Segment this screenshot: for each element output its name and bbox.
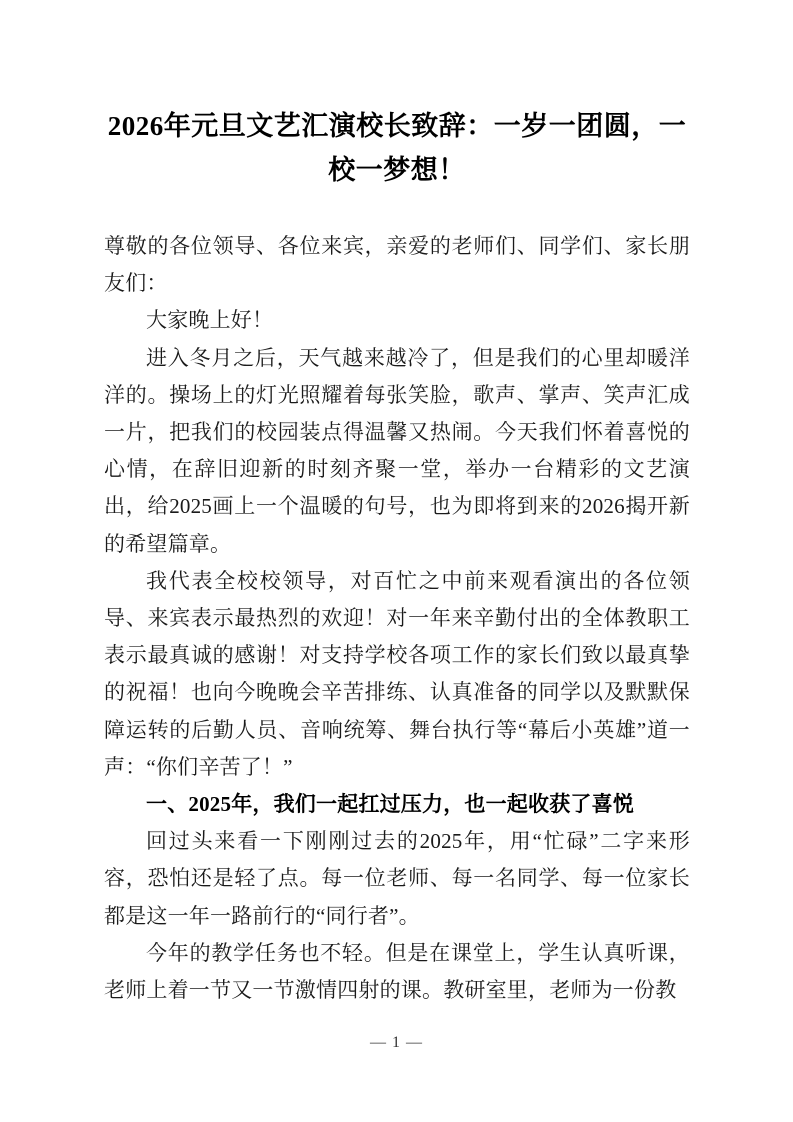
page-title-line-1: 2026年元旦文艺汇演校长致辞：一岁一团 [107, 111, 604, 141]
page-footer [0, 1032, 793, 1054]
section-heading-1: 一、2025年，我们一起扛过压力，也一起收获了喜悦 [146, 792, 634, 817]
page-title-line-2: 圆，一校一梦想！ [328, 111, 687, 185]
paragraph-greeting: 大家晚上好！ [146, 308, 274, 333]
page-content-area [104, 0, 690, 1009]
paragraph-opening: 进入冬月之后，天气越来越冷了，但是我们的心里却暖洋洋的。操场上的灯光照耀着每张笑脸，歌声、掌声、笑声汇成一片，把我们的校园装点得温馨又热闹。今天我们怀着喜悦的心情，在辞旧迎新的时刻齐聚一堂，举办一台精彩的文艺演出，给2025画上一个温暖的句号，也为即将到来的2026揭开新的希望篇章。 [104, 345, 690, 556]
page-title [104, 0, 690, 192]
document-body [104, 228, 690, 1009]
paragraph-section-1-p2: 今年的教学任务也不轻。但是在课堂上，学生认真听课，老师上着一节又一节激情四射的课。教研室里，老师为一份教 [104, 940, 690, 1003]
paragraph-section-1-p1: 回过头来看一下刚刚过去的2025年，用“忙碌”二字来形容，恐怕还是轻了点。每一位老师、每一名同学、每一位家长都是这一年一路前行的“同行者”。 [104, 829, 690, 928]
paragraph-salutation: 尊敬的各位领导、各位来宾，亲爱的老师们、同学们、家长朋友们： [104, 234, 690, 296]
paragraph-welcome-thanks: 我代表全校校领导，对百忙之中前来观看演出的各位领导、来宾表示最热烈的欢迎！对一年来辛勤付出的全体教职工表示最真诚的感谢！对支持学校各项工作的家长们致以最真挚的祝福！也向今晚晚会辛苦排练、认真准备的同学以及默默保障运转的后勤人员、音响统筹、舞台执行等“幕后小英雄”道一声：“你们辛苦了！” [104, 568, 690, 779]
page-number: — 1 — [370, 1034, 423, 1051]
